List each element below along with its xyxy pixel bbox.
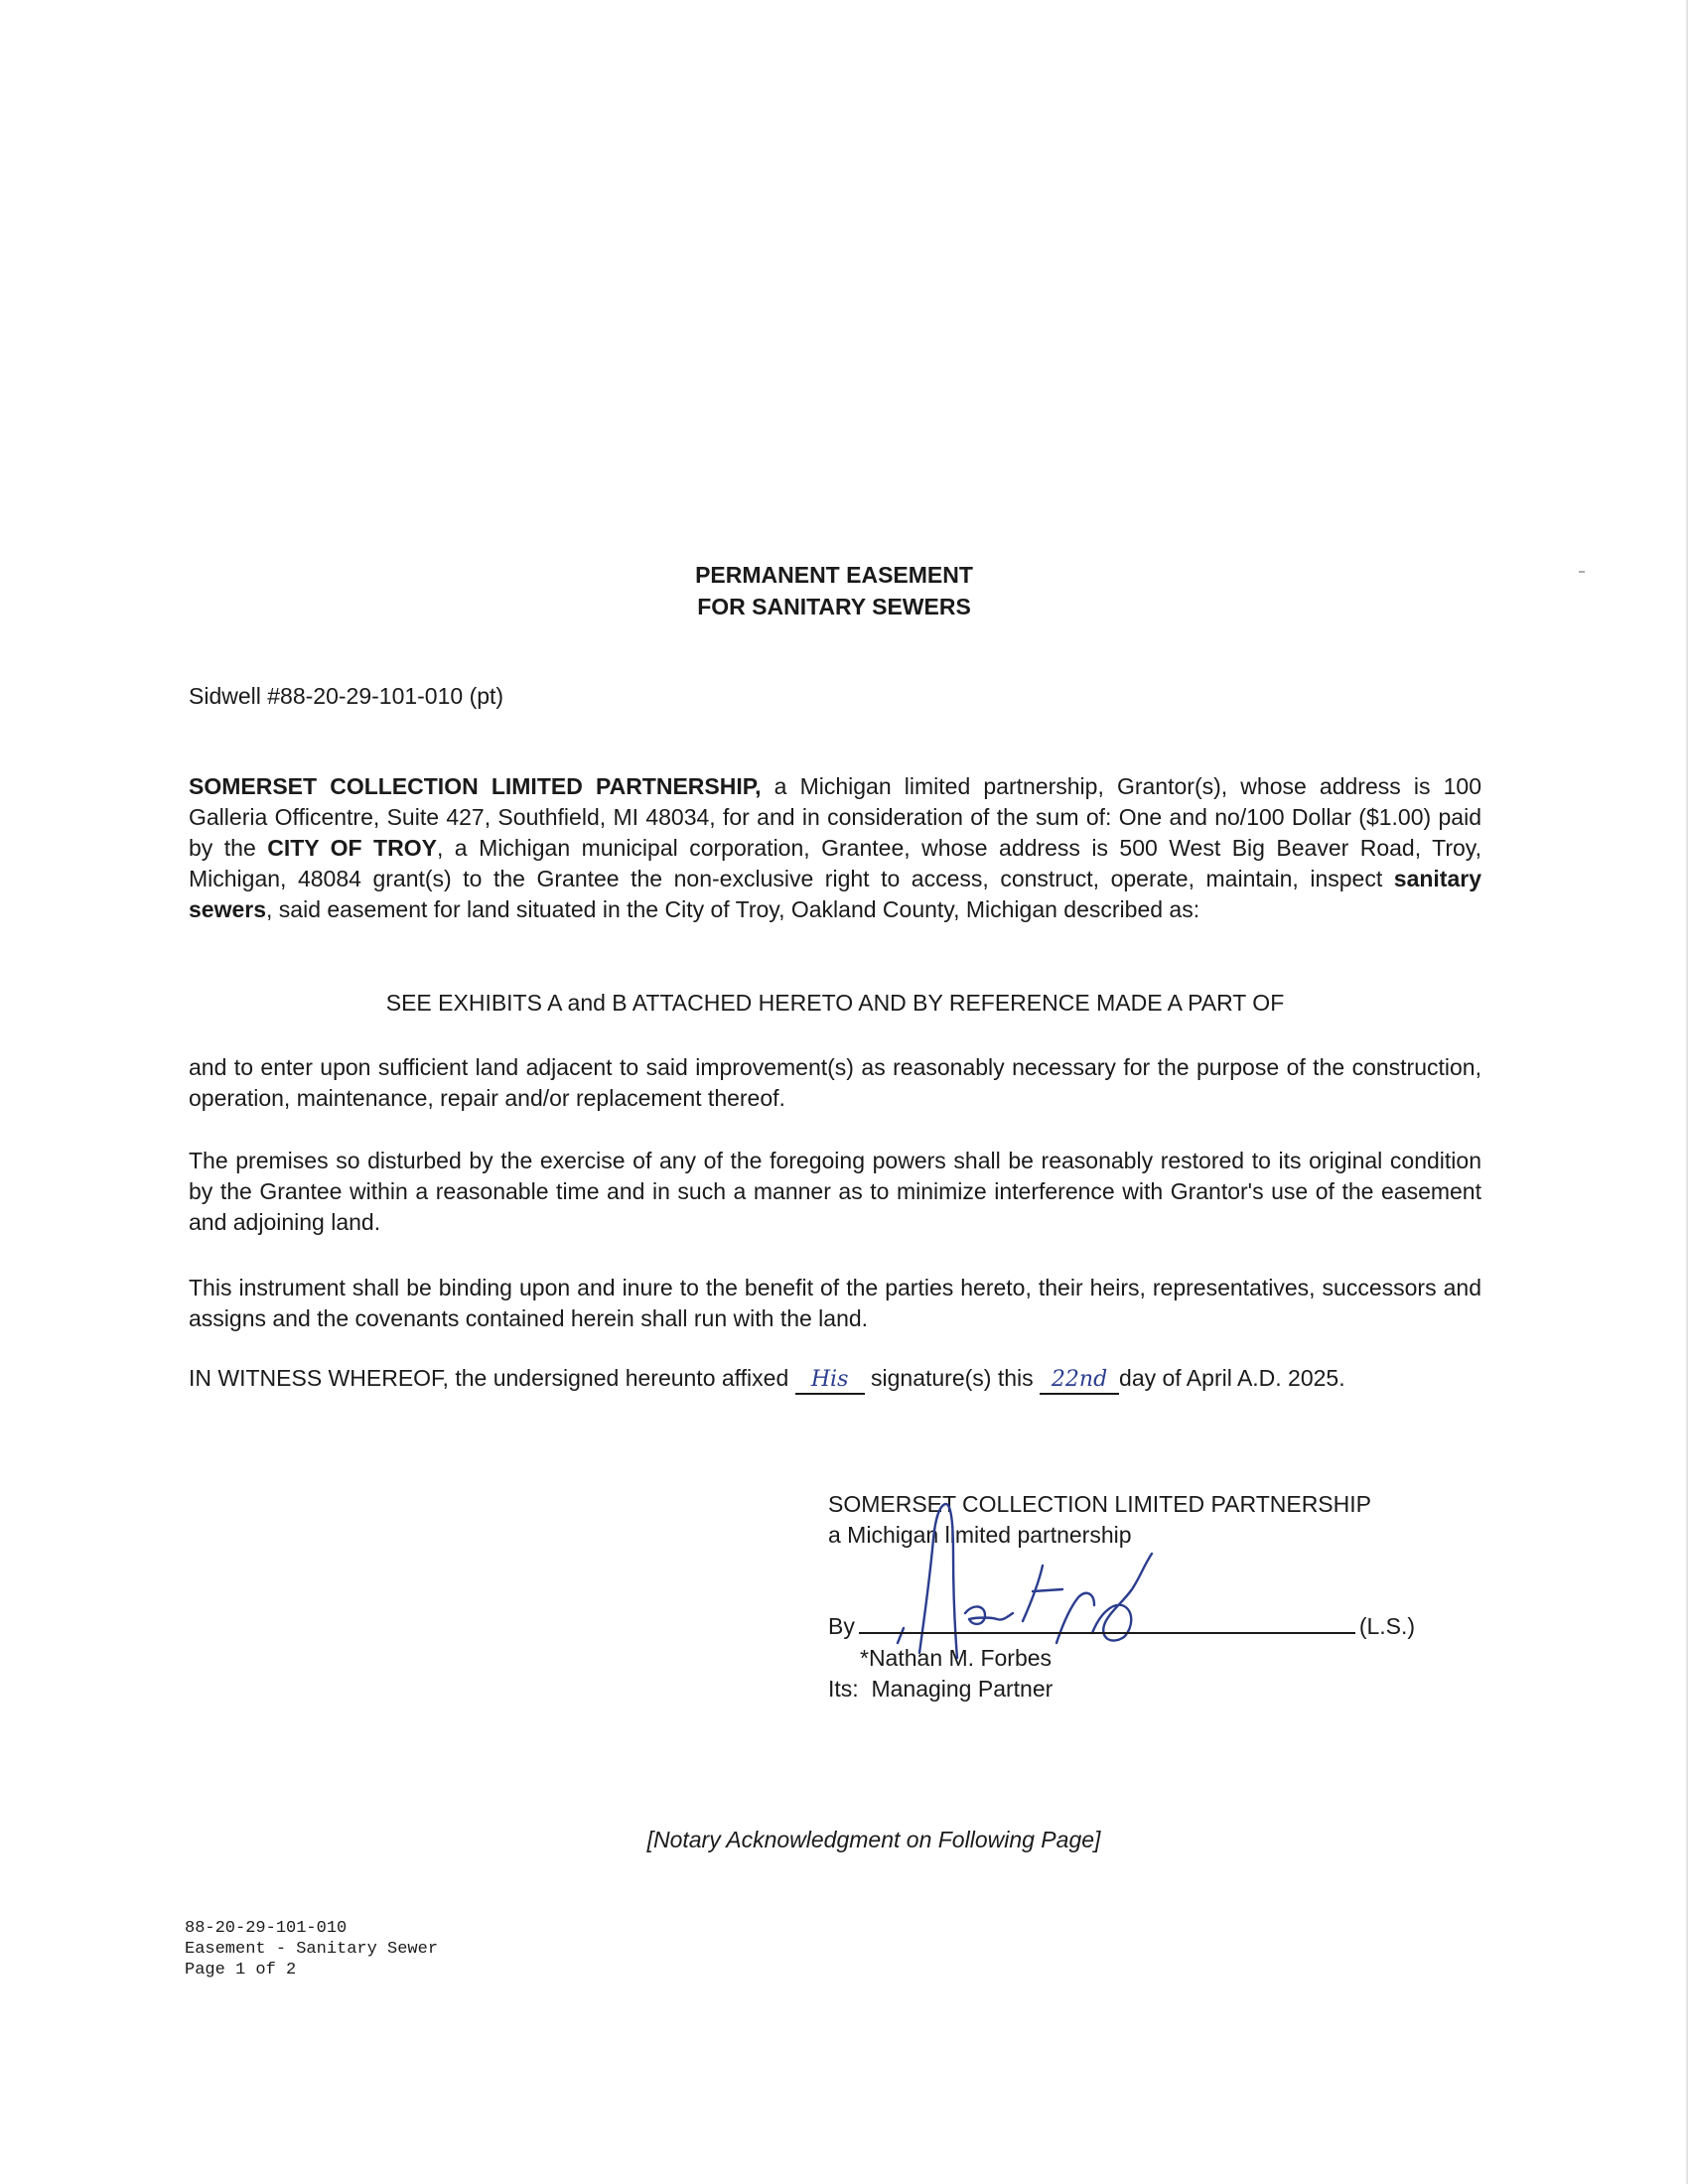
grantee-name: CITY OF TROY: [267, 835, 437, 861]
easement-purpose: sanitary sewers: [189, 866, 1481, 922]
binding-paragraph: This instrument shall be binding upon and inure to the benefit of the parties hereto, their heirs, representatives, successors and assigns and the covenants contained herein shall run with the land.: [189, 1275, 1481, 1331]
footer-parcel: 88-20-29-101-010: [185, 1919, 348, 1938]
day-fill-in: 22nd: [1040, 1367, 1119, 1395]
title-line-2: FOR SANITARY SEWERS: [697, 594, 971, 619]
by-label: By: [828, 1613, 855, 1639]
affixed-fill-in: His: [795, 1367, 865, 1395]
signer-details: [828, 1643, 1053, 1705]
grantor-name: SOMERSET COLLECTION LIMITED PARTNERSHIP,: [189, 773, 762, 799]
exhibits-reference: SEE EXHIBITS A and B ATTACHED HERETO AND BY REFERENCE MADE A PART OF: [385, 990, 1285, 1016]
footer-page-number: Page 1 of 2: [185, 1961, 297, 1979]
witness-clause: [189, 1365, 1345, 1395]
grant-text-1: a Michigan limited partnership, Grantor(s), whose address is 100 Galleria Officentre, Suite 427, Southfield, MI 48034, for and in consideration of the sum of: One and no/100 Dollar ($1.00) paid by the: [189, 773, 1481, 861]
by-signature-line: [828, 1610, 1415, 1640]
sidwell-number: Sidwell #88-20-29-101-010 (pt): [189, 683, 504, 709]
scan-speck: [1579, 571, 1585, 573]
ls-label: (L.S.): [1358, 1613, 1416, 1639]
premises-paragraph: The premises so disturbed by the exercise of any of the foregoing powers shall be reasonably restored to its original condition by the Grantee within a reasonable time and in such a manner as to minimize interference with Grantor's use of the easement and adjoining land.: [189, 1148, 1481, 1235]
signer-title: Managing Partner: [871, 1676, 1054, 1702]
notary-note: [Notary Acknowledgment on Following Page]: [646, 1827, 1101, 1852]
grant-text-3: , said easement for land situated in the City of Troy, Oakland County, Michigan described as:: [266, 896, 1200, 922]
witness-suffix: day of April A.D. 2025.: [1119, 1365, 1345, 1391]
signer-title-row: [828, 1674, 1053, 1705]
witness-middle: signature(s) this: [871, 1365, 1034, 1391]
footer-description: Easement - Sanitary Sewer: [185, 1940, 439, 1959]
signature-line: [859, 1610, 1355, 1634]
signatory-entity: SOMERSET COLLECTION LIMITED PARTNERSHIP: [828, 1491, 1371, 1517]
document-title: [556, 559, 1112, 622]
its-label: Its:: [828, 1676, 859, 1702]
signer-name: *Nathan M. Forbes: [860, 1645, 1053, 1671]
witness-prefix: IN WITNESS WHEREOF, the undersigned hereunto affixed: [189, 1365, 789, 1391]
grant-paragraph: [189, 771, 1481, 925]
document-footer: [185, 1918, 438, 1980]
grant-text-2: , a Michigan municipal corporation, Grantee, whose address is 500 West Big Beaver Road, Troy, Michigan, 48084 grant(s) to the Grantee the non-exclusive right to access, construct, operate, maintain, inspect: [189, 835, 1481, 891]
signatory-entity-type: a Michigan limited partnership: [828, 1522, 1132, 1548]
enter-paragraph: and to enter upon sufficient land adjacent to said improvement(s) as reasonably necessary for the purpose of the construction, operation, maintenance, repair and/or replacement thereof.: [189, 1054, 1481, 1111]
title-line-1: PERMANENT EASEMENT: [695, 562, 973, 588]
